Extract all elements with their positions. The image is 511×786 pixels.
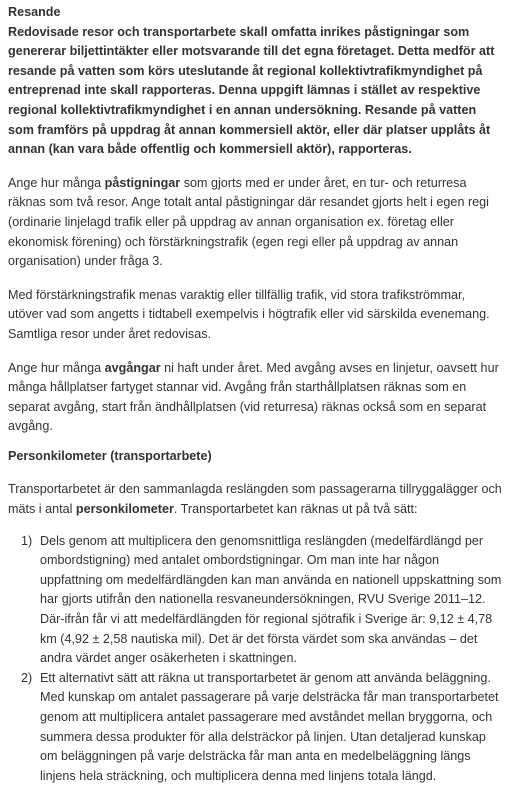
intro-paragraph: Redovisade resor och transportarbete skall omfatta inrikes påstigningar som genererar biljettintäkter eller motsvarande till det egna företaget. Detta medför att resande på vatten som körs uteslutande åt regional kollektivtrafikmyndighet på entreprenad inte skall rapporteras. Denna uppgift lämnas i stället av respektive regional kollektivtrafikmyndighet i en annan undersökning. Resande på vatten som framförs på uppdrag åt annan kommersiell aktör, eller där platser upplåts åt annan (kan vara både offentlig och kommersiell aktör), rapporteras. (8, 24, 495, 157)
list-item-text: Ett alternativt sätt att räkna ut transportarbetet är genom att använda beläggning. Med kunskap om antalet passagerare på varje delsträcka får man transportarbetet genom att multiplicera antalet passagerare med avståndet mellan bryggorna, och summera dessa produkter för alla delsträckor på linjen. Utan detaljerad kunskap om beläggningen på varje delsträcka får man anta en medelbeläggning längs linjens hela sträckning, och multiplicera denna med linjens totala längd. (40, 670, 499, 783)
list-item (8, 532, 503, 669)
bold-term-pastigningar: påstigningar (104, 175, 181, 190)
text-span: som gjorts med er under året, en tur- och returresa räknas som två resor. Ange totalt antal påstigningar där resandet gjorts helt i egen regi (ordinarie linjelagd trafik eller på uppdrag av annan organisation ex. företag eller ekonomisk förening) och förstärkningstrafik (egen regi eller på uppdrag av annan organisation) under fråga 3. (8, 175, 489, 269)
method-list (8, 532, 503, 786)
text-span: ni haft under året. Med avgång avses en linjetur, oavsett hur många hållplatser fartyget stannar vid. Avgång från starthållplatsen räknas som en separat avgång, start från ändhållplatsen (vid returresa) räknas också som en separat avgång. (8, 360, 499, 434)
bold-term-avgangar: avgångar (104, 360, 161, 375)
paragraph-pastigningar (8, 174, 503, 272)
list-item (8, 669, 503, 786)
paragraph-transportarbete (8, 480, 503, 519)
list-number: 1) (21, 533, 33, 548)
paragraph-avgangar (8, 359, 503, 437)
bold-term-personkilometer: personkilometer (75, 502, 174, 517)
list-number: 2) (21, 670, 33, 685)
section-heading-personkilometer: Personkilometer (transportarbete) (8, 448, 212, 463)
section-heading-resande: Resande (8, 5, 61, 19)
text-span: Ange hur många (8, 360, 105, 375)
text-span: . Transportarbetet kan räknas ut på två sätt: (173, 502, 418, 517)
text-span: Ange hur många (8, 175, 105, 190)
paragraph-forstarkningstrafik: Med förstärkningstrafik menas varaktig eller tillfällig trafik, vid stora trafikströmmar, utöver vad som angetts i tidtabell exempelvis i högtrafik eller vid särskilda evenemang. Samtliga resor under året redovisas. (8, 287, 490, 341)
text-span: Transportarbetet är den sammanlagda reslängden som passagerarna tillryggalägger och mäts i antal (8, 482, 502, 517)
list-item-text: Dels genom att multiplicera den genomsnittliga reslängden (medelfärdlängd per ombordstigning) med antalet ombordstigningar. Om man inte har någon uppfattning om medelfärdlängden kan man använda en nationell uppskattning som har gjorts utifrån den nationella resvaneundersökningen, RVU Sverige 2011–12. Där-ifrån får vi att medelfärdlängden för regional sjötrafik i Sverige är: 9,12 ± 4,78 km (4,92 ± 2,58 nautiska mil). Det är det första värdet som ska användas – det andra värdet anger osäkerheten i skattningen. (40, 533, 502, 666)
